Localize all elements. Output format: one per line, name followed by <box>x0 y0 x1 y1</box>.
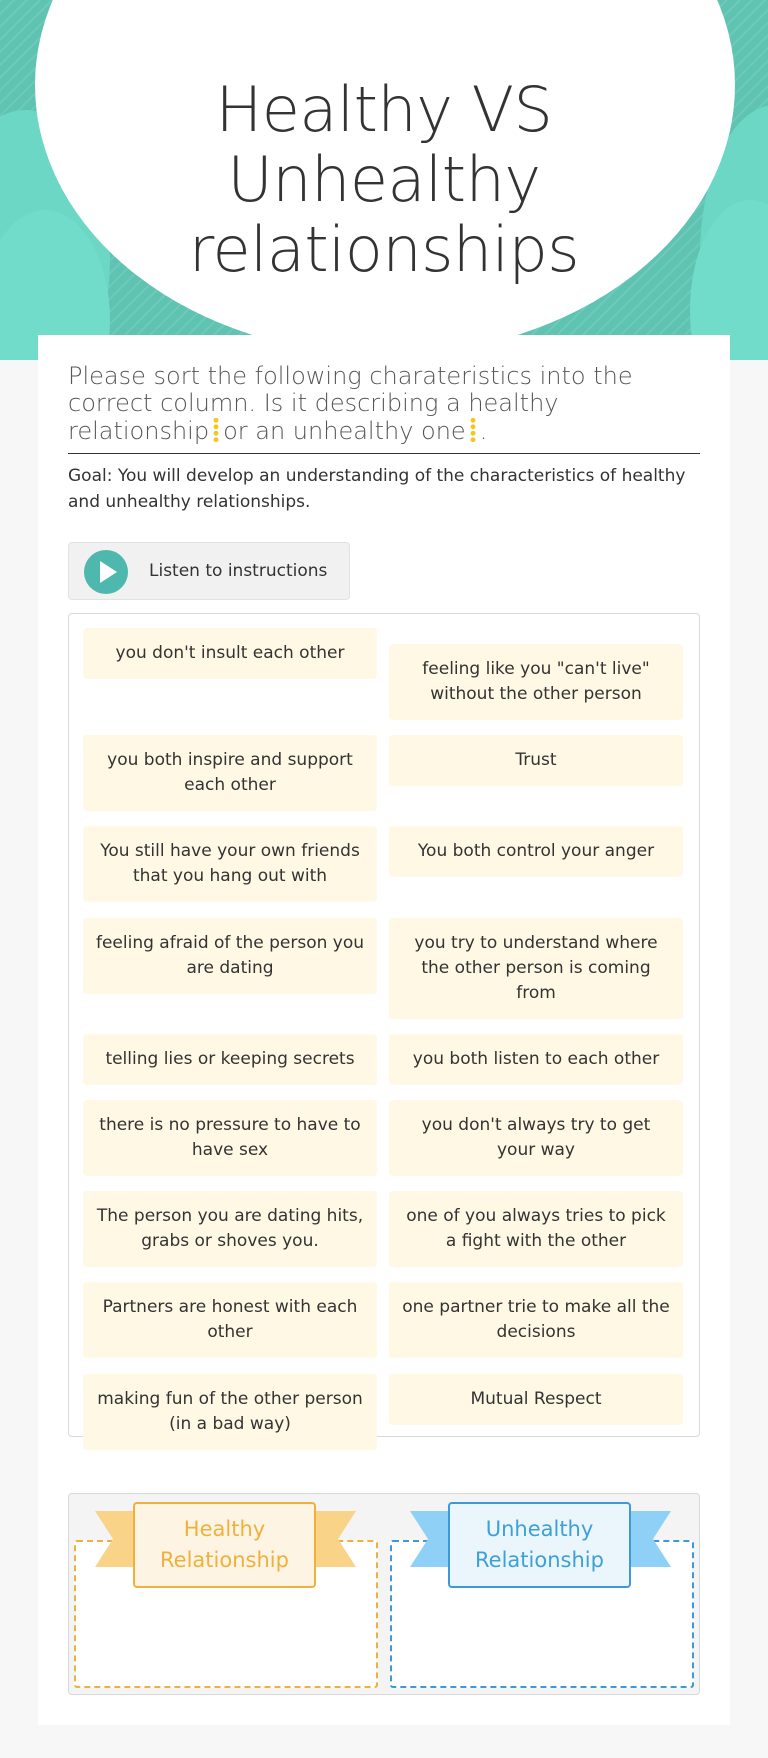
sortable-cards-container <box>68 613 700 1437</box>
goal-text: Goal: You will develop an understanding of the characteristics of healthy and unhealthy relationships. <box>68 466 686 512</box>
instructions-part-3: . <box>479 417 488 445</box>
drop-zones-container <box>68 1493 700 1695</box>
listen-instructions-button[interactable] <box>68 542 350 600</box>
sortable-card[interactable]: one partner trie to make all the decisions <box>389 1282 683 1358</box>
unhealthy-label-line-1: Unhealthy <box>485 1517 594 1541</box>
dotted-marker-icon <box>470 417 476 443</box>
instructions-part-1: Please sort the following charateristics into the correct column. Is it describing a healthy relationship <box>68 362 633 445</box>
sortable-card[interactable]: You still have your own friends that you hang out with <box>83 826 377 902</box>
sortable-card[interactable]: you don't insult each other <box>83 628 377 679</box>
unhealthy-label-line-2: Relationship <box>475 1548 604 1572</box>
sortable-card[interactable]: Mutual Respect <box>389 1374 683 1425</box>
dotted-marker-icon <box>213 417 219 443</box>
sortable-card[interactable]: making fun of the other person (in a bad way) <box>83 1374 377 1450</box>
sortable-card[interactable]: there is no pressure to have to have sex <box>83 1100 377 1176</box>
instructions-text <box>68 363 700 445</box>
page-title: Healthy VS Unhealthy relationships <box>188 73 580 286</box>
sortable-card[interactable]: you both listen to each other <box>389 1034 683 1085</box>
sortable-card[interactable]: one of you always tries to pick a fight with the other <box>389 1191 683 1267</box>
sortable-card[interactable]: You both control your anger <box>389 826 683 877</box>
divider <box>68 453 700 454</box>
healthy-column-label <box>133 1502 316 1588</box>
instructions-part-2: or an unhealthy one <box>223 417 466 445</box>
sortable-card[interactable]: telling lies or keeping secrets <box>83 1034 377 1085</box>
sortable-card[interactable]: feeling like you "can't live" without the other person <box>389 644 683 720</box>
sortable-card[interactable]: Partners are honest with each other <box>83 1282 377 1358</box>
play-icon <box>84 550 128 594</box>
sortable-card[interactable]: Trust <box>389 735 683 786</box>
sortable-card[interactable]: The person you are dating hits, grabs or shoves you. <box>83 1191 377 1267</box>
sortable-card[interactable]: feeling afraid of the person you are dating <box>83 918 377 994</box>
sortable-card[interactable]: you both inspire and support each other <box>83 735 377 811</box>
listen-button-label: Listen to instructions <box>149 561 328 581</box>
unhealthy-column-label <box>448 1502 631 1588</box>
worksheet-card <box>38 335 730 1725</box>
healthy-label-line-1: Healthy <box>183 1517 266 1541</box>
sortable-card[interactable]: you don't always try to get your way <box>389 1100 683 1176</box>
sortable-card[interactable]: you try to understand where the other person is coming from <box>389 918 683 1019</box>
healthy-label-line-2: Relationship <box>160 1548 289 1572</box>
